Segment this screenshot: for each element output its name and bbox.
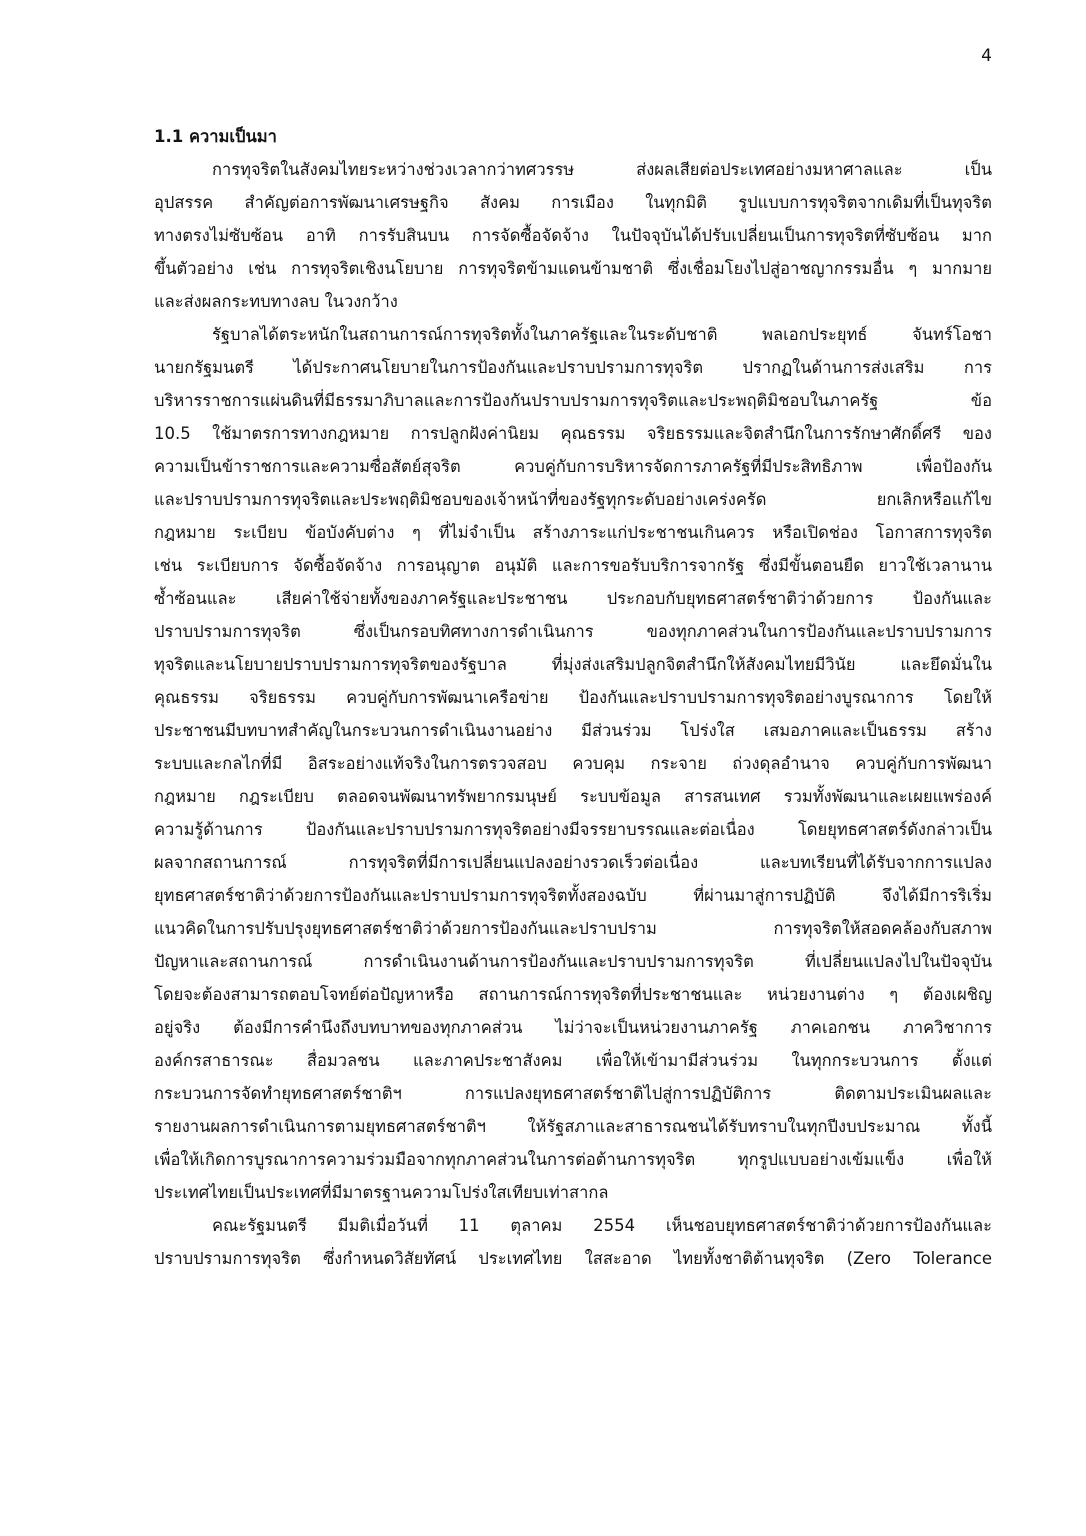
text-line: แนวคิดในการปรับปรุงยุทธศาสตร์ชาติว่าด้วยการป้องกันและปราบปราม การทุจริตให้สอดคล้องกับสภาพ	[154, 919, 992, 938]
text-line: ทางตรงไม่ซับซ้อน อาทิ การรับสินบน การจัดซื้อจัดจ้าง ในปัจจุบันได้ปรับเปลี่ยนเป็นการทุจริตที่ซับซ้อน มาก	[154, 226, 992, 245]
text-line: คณะรัฐมนตรี มีมติเมื่อวันที่ 11 ตุลาคม 2554 เห็นชอบยุทธศาสตร์ชาติว่าด้วยการป้องกันและ	[212, 1216, 992, 1235]
paragraph-background-3	[154, 1209, 992, 1275]
text-line: ปราบปรามการทุจริต ซึ่งเป็นกรอบทิศทางการดำเนินการ ของทุกภาคส่วนในการป้องกันและปราบปรามการ	[154, 622, 992, 641]
page-number: 4	[981, 46, 992, 66]
text-line: บริหารราชการแผ่นดินที่มีธรรมาภิบาลและการป้องกันปราบปรามการทุจริตและประพฤติมิชอบในภาครัฐ ข้อ	[154, 391, 992, 410]
text-line: และปราบปรามการทุจริตและประพฤติมิชอบของเจ้าหน้าที่ของรัฐทุกระดับอย่างเคร่งครัด ยกเลิกหรือแก้ไข	[154, 490, 992, 509]
text-line: และส่งผลกระทบทางลบ ในวงกว้าง	[154, 292, 398, 311]
text-line: องค์กรสาธารณะ สื่อมวลชน และภาคประชาสังคม เพื่อให้เข้ามามีส่วนร่วม ในทุกกระบวนการ ตั้งแต่	[154, 1051, 992, 1070]
text-line: อยู่จริง ต้องมีการคำนึงถึงบทบาทของทุกภาคส่วน ไม่ว่าจะเป็นหน่วยงานภาครัฐ ภาคเอกชน ภาควิชาการ	[154, 1018, 992, 1037]
text-line: ประชาชนมีบทบาทสำคัญในกระบวนการดำเนินงานอย่าง มีส่วนร่วม โปร่งใส เสมอภาคและเป็นธรรม สร้าง	[154, 721, 992, 740]
text-line: นายกรัฐมนตรี ได้ประกาศนโยบายในการป้องกันและปราบปรามการทุจริต ปรากฏในด้านการส่งเสริม การ	[154, 358, 992, 377]
text-line: กระบวนการจัดทำยุทธศาสตร์ชาติฯ การแปลงยุทธศาสตร์ชาติไปสู่การปฏิบัติการ ติดตามประเมินผลและ	[154, 1084, 992, 1103]
paragraph-background-2	[154, 318, 992, 1209]
text-line: ระบบและกลไกที่มี อิสระอย่างแท้จริงในการตรวจสอบ ควบคุม กระจาย ถ่วงดุลอำนาจ ควบคู่กับการพัฒนา	[154, 754, 992, 773]
text-line: เพื่อให้เกิดการบูรณาการความร่วมมือจากทุกภาคส่วนในการต่อต้านการทุจริต ทุกรูปแบบอย่างเข้มแข็ง เพื่อให้	[154, 1150, 992, 1169]
text-line: เช่น ระเบียบการ จัดซื้อจัดจ้าง การอนุญาต อนุมัติ และการขอรับบริการจากรัฐ ซึ่งมีขั้นตอนยืด ยาวใช้เวลานาน	[154, 556, 992, 575]
text-line: รายงานผลการดำเนินการตามยุทธศาสตร์ชาติฯ ให้รัฐสภาและสาธารณชนได้รับทราบในทุกปีงบประมาณ ทั้งนี้	[154, 1117, 992, 1136]
section-heading: 1.1 ความเป็นมา	[154, 127, 277, 146]
text-line: กฎหมาย กฎระเบียบ ตลอดจนพัฒนาทรัพยากรมนุษย์ ระบบข้อมูล สารสนเทศ รวมทั้งพัฒนาและเผยแพร่องค์	[154, 787, 992, 806]
text-line: ความเป็นข้าราชการและความซื่อสัตย์สุจริต ควบคู่กับการบริหารจัดการภาครัฐที่มีประสิทธิภาพ เพื่อป้องกัน	[154, 457, 992, 476]
text-line: ปัญหาและสถานการณ์ การดำเนินงานด้านการป้องกันและปราบปรามการทุจริต ที่เปลี่ยนแปลงไปในปัจจุบัน	[154, 952, 992, 971]
text-line: คุณธรรม จริยธรรม ควบคู่กับการพัฒนาเครือข่าย ป้องกันและปราบปรามการทุจริตอย่างบูรณาการ โดยให้	[154, 688, 992, 707]
text-line: ยุทธศาสตร์ชาติว่าด้วยการป้องกันและปราบปรามการทุจริตทั้งสองฉบับ ที่ผ่านมาสู่การปฏิบัติ จึงได้มีการริเริ่ม	[154, 886, 992, 905]
text-line: ผลจากสถานการณ์ การทุจริตที่มีการเปลี่ยนแปลงอย่างรวดเร็วต่อเนื่อง และบทเรียนที่ได้รับจากการแปลง	[154, 853, 992, 872]
text-line: ปราบปรามการทุจริต ซึ่งกำหนดวิสัยทัศน์ ประเทศไทย ใสสะอาด ไทยทั้งชาติต้านทุจริต (Zero Tolerance	[154, 1249, 992, 1268]
text-line: ซ้ำซ้อนและ เสียค่าใช้จ่ายทั้งของภาครัฐและประชาชน ประกอบกับยุทธศาสตร์ชาติว่าด้วยการ ป้องกันและ	[154, 589, 992, 608]
text-line: ประเทศไทยเป็นประเทศที่มีมาตรฐานความโปร่งใสเทียบเท่าสากล	[154, 1183, 609, 1202]
text-line: อุปสรรค สำคัญต่อการพัฒนาเศรษฐกิจ สังคม การเมือง ในทุกมิติ รูปแบบการทุจริตจากเดิมที่เป็นทุจริต	[154, 193, 992, 212]
paragraph-background-1	[154, 153, 992, 318]
text-line: ทุจริตและนโยบายปราบปรามการทุจริตของรัฐบาล ที่มุ่งส่งเสริมปลูกจิตสำนึกให้สังคมไทยมีวินัย และยึดมั่นใน	[154, 655, 992, 674]
text-line: รัฐบาลได้ตระหนักในสถานการณ์การทุจริตทั้งในภาครัฐและในระดับชาติ พลเอกประยุทธ์ จันทร์โอชา	[212, 325, 992, 344]
text-line: โดยจะต้องสามารถตอบโจทย์ต่อปัญหาหรือ สถานการณ์การทุจริตที่ประชาชนและ หน่วยงานต่าง ๆ ต้องเผชิญ	[154, 985, 992, 1004]
text-line: กฎหมาย ระเบียบ ข้อบังคับต่าง ๆ ที่ไม่จำเป็น สร้างภาระแก่ประชาชนเกินควร หรือเปิดช่อง โอกาสการทุจริต	[154, 523, 992, 542]
text-line: 10.5 ใช้มาตรการทางกฎหมาย การปลูกฝังค่านิยม คุณธรรม จริยธรรมและจิตสำนึกในการรักษาศักดิ์ศรี ของ	[154, 424, 992, 443]
text-line: การทุจริตในสังคมไทยระหว่างช่วงเวลากว่าทศวรรษ ส่งผลเสียต่อประเทศอย่างมหาศาลและ เป็น	[212, 160, 992, 179]
text-line: ขึ้นตัวอย่าง เช่น การทุจริตเชิงนโยบาย การทุจริตข้ามแดนข้ามชาติ ซึ่งเชื่อมโยงไปสู่อาชญากรรมอื่น ๆ มากมาย	[154, 259, 992, 278]
document-body	[154, 120, 992, 1275]
text-line: ความรู้ด้านการ ป้องกันและปราบปรามการทุจริตอย่างมีจรรยาบรรณและต่อเนื่อง โดยยุทธศาสตร์ดังกล่าวเป็น	[154, 820, 992, 839]
